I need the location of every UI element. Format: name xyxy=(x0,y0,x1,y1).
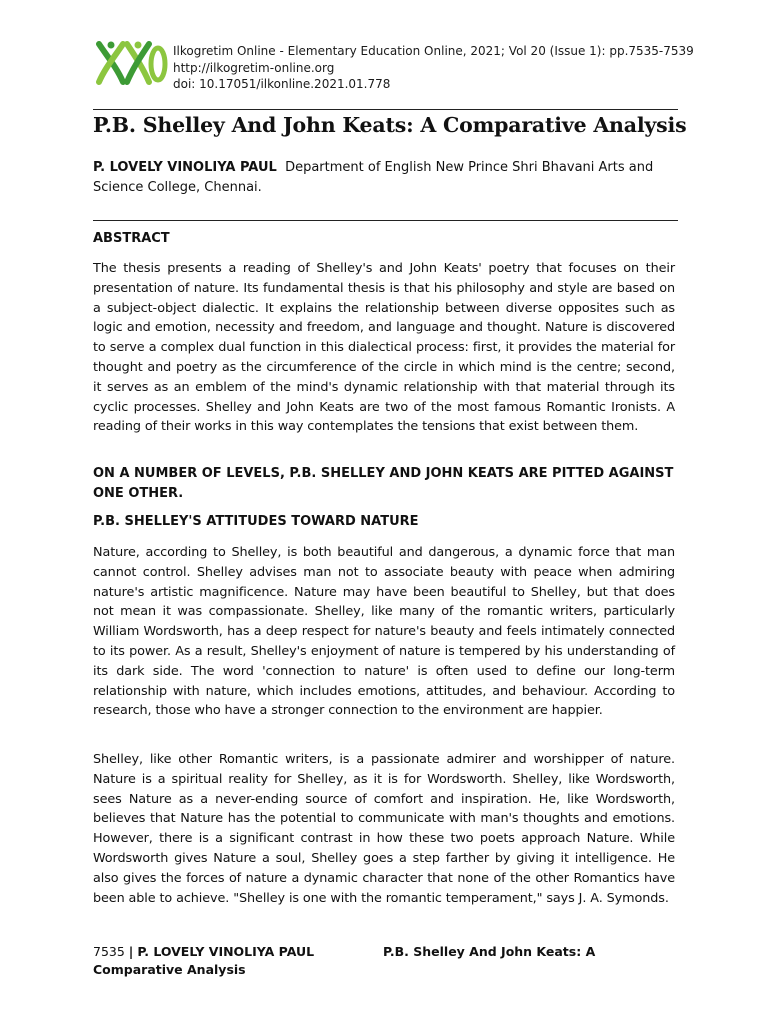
abstract-text: The thesis presents a reading of Shelley's and John Keats' poetry that focuses on their presentation of nature. Its fundamental thesis is that his philosophy and style are based on a subject-object dialectic. It explains the relationship between diverse opposites such as logic and emotion, necessity and freedom, and language and thought. Nature is discovered to serve a complex dual function in this dialectical process: first, it provides the material for thought and poetry as the circumference of the circle in which mind is the centre; second, it serves as an emblem of the mind's dynamic relationship with that material through its cyclic processes. Shelley and John Keats are two of the most famous Romantic Ironists. A reading of their works in this way contemplates the tensions that exist between them. xyxy=(93,261,675,435)
page-footer xyxy=(93,943,678,979)
journal-doi[interactable]: doi: 10.17051/ilkonline.2021.01.778 xyxy=(173,77,391,91)
footer-author: P. LOVELY VINOLIYA PAUL xyxy=(137,944,315,959)
section-heading-levels: ON A NUMBER OF LEVELS, P.B. SHELLEY AND JOHN KEATS ARE PITTED AGAINST ONE OTHER. xyxy=(93,466,674,501)
paper-title: P.B. Shelley And John Keats: A Comparative Analysis xyxy=(93,113,687,137)
header-divider xyxy=(93,109,678,110)
abstract-heading: ABSTRACT xyxy=(93,231,170,246)
author-divider xyxy=(93,220,678,221)
author-name: P. LOVELY VINOLIYA PAUL xyxy=(93,160,277,175)
footer-title: P.B. Shelley And John Keats: A xyxy=(383,944,596,959)
journal-citation: Ilkogretim Online - Elementary Education Online, 2021; Vol 20 (Issue 1): pp.7535-7539 xyxy=(173,44,694,58)
footer-separator: | xyxy=(128,944,134,959)
body-paragraph-1: Nature, according to Shelley, is both beautiful and dangerous, a dynamic force that man cannot control. Shelley advises man not to associate beauty with peace when admiring nature's artistic magnificence. Nature may have been beautiful to Shelley, but that does not mean it was compassionate. Shelley, like many of the romantic writers, particularly William Wordsworth, has a deep respect for nature's beauty and feels intimately connected to its power. As a result, Shelley's enjoyment of nature is tempered by his understanding of its dark side. The word 'connection to nature' is often used to define our long-term relationship with nature, which includes emotions, attitudes, and behaviour. According to research, those who have a stronger connection to the environment are happier. xyxy=(93,545,675,719)
journal-url[interactable]: http://ilkogretim-online.org xyxy=(173,60,335,75)
journal-logo-icon xyxy=(93,40,169,86)
footer-title-continued: Comparative Analysis xyxy=(93,962,246,977)
journal-header xyxy=(93,40,694,92)
author-block xyxy=(93,158,675,198)
page-number: 7535 xyxy=(93,944,125,959)
body-paragraph-2: Shelley, like other Romantic writers, is a passionate admirer and worshipper of nature. Nature is a spiritual reality for Shelley, as it is for Wordsworth. Shelley, like Wordsworth, sees Nature as a never-ending source of comfort and inspiration. He, like Wordsworth, believes that Nature has the potential to communicate with man's thoughts and emotions. However, there is a significant contrast in how these two poets approach Nature. While Wordsworth gives Nature a soul, Shelley goes a step farther by giving it intelligence. He also gives the forces of nature a dynamic character that none of the other Romantics have been able to achieve. "Shelley is one with the romantic temperament," says J. A. Symonds. xyxy=(93,752,675,906)
journal-info xyxy=(173,43,694,93)
section-heading-attitudes: P.B. SHELLEY'S ATTITUDES TOWARD NATURE xyxy=(93,514,419,529)
author-affiliation: Department of English New Prince Shri Bhavani Arts and Science College, Chennai. xyxy=(93,160,654,195)
